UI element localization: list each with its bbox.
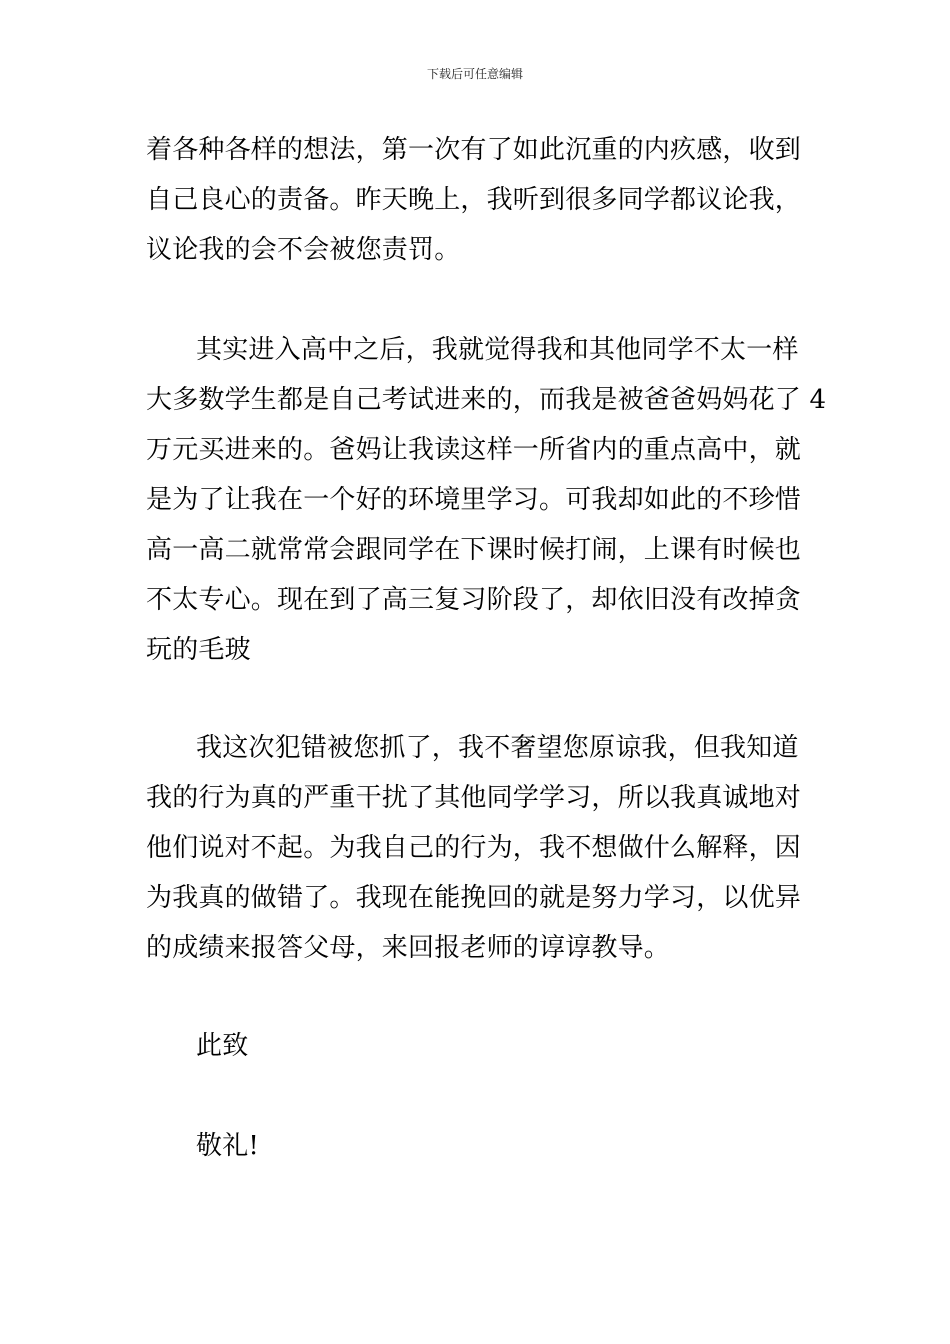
paragraph-line: 我的行为真的严重干扰了其他同学学习，所以我真诚地对 <box>146 783 802 813</box>
paragraph-line: 我这次犯错被您抓了，我不奢望您原谅我，但我知道 <box>196 733 799 763</box>
paragraph-line: 大多数学生都是自己考试进来的，而我是被爸爸妈妈花了 4 <box>146 385 827 415</box>
paragraph-line: 是为了让我在一个好的环境里学习。可我却如此的不珍惜 <box>146 485 802 515</box>
closing-salutation: 此致 <box>196 1031 249 1061</box>
page-header-note: 下载后可任意编辑 <box>426 67 523 81</box>
paragraph-line: 自己良心的责备。昨天晚上，我听到很多同学都议论我， <box>146 185 802 215</box>
paragraph-line: 的成绩来报答父母，来回报老师的谆谆教导。 <box>146 933 671 963</box>
closing-regards: 敬礼! <box>196 1131 260 1161</box>
paragraph-line: 万元买进来的。爸妈让我读这样一所省内的重点高中，就 <box>146 435 802 465</box>
paragraph-line: 高一高二就常常会跟同学在下课时候打闹，上课有时候也 <box>146 535 802 565</box>
paragraph-line: 他们说对不起。为我自己的行为，我不想做什么解释，因 <box>146 833 802 863</box>
paragraph-line: 着各种各样的想法，第一次有了如此沉重的内疚感，收到 <box>146 135 802 165</box>
paragraph-line: 不太专心。现在到了高三复习阶段了，却依旧没有改掉贪 <box>146 585 802 615</box>
paragraph-line: 议论我的会不会被您责罚。 <box>146 235 461 265</box>
paragraph-line: 其实进入高中之后，我就觉得我和其他同学不太一样 <box>196 335 799 365</box>
paragraph-line: 玩的毛玻 <box>146 635 251 665</box>
paragraph-line: 为我真的做错了。我现在能挽回的就是努力学习，以优异 <box>146 883 802 913</box>
